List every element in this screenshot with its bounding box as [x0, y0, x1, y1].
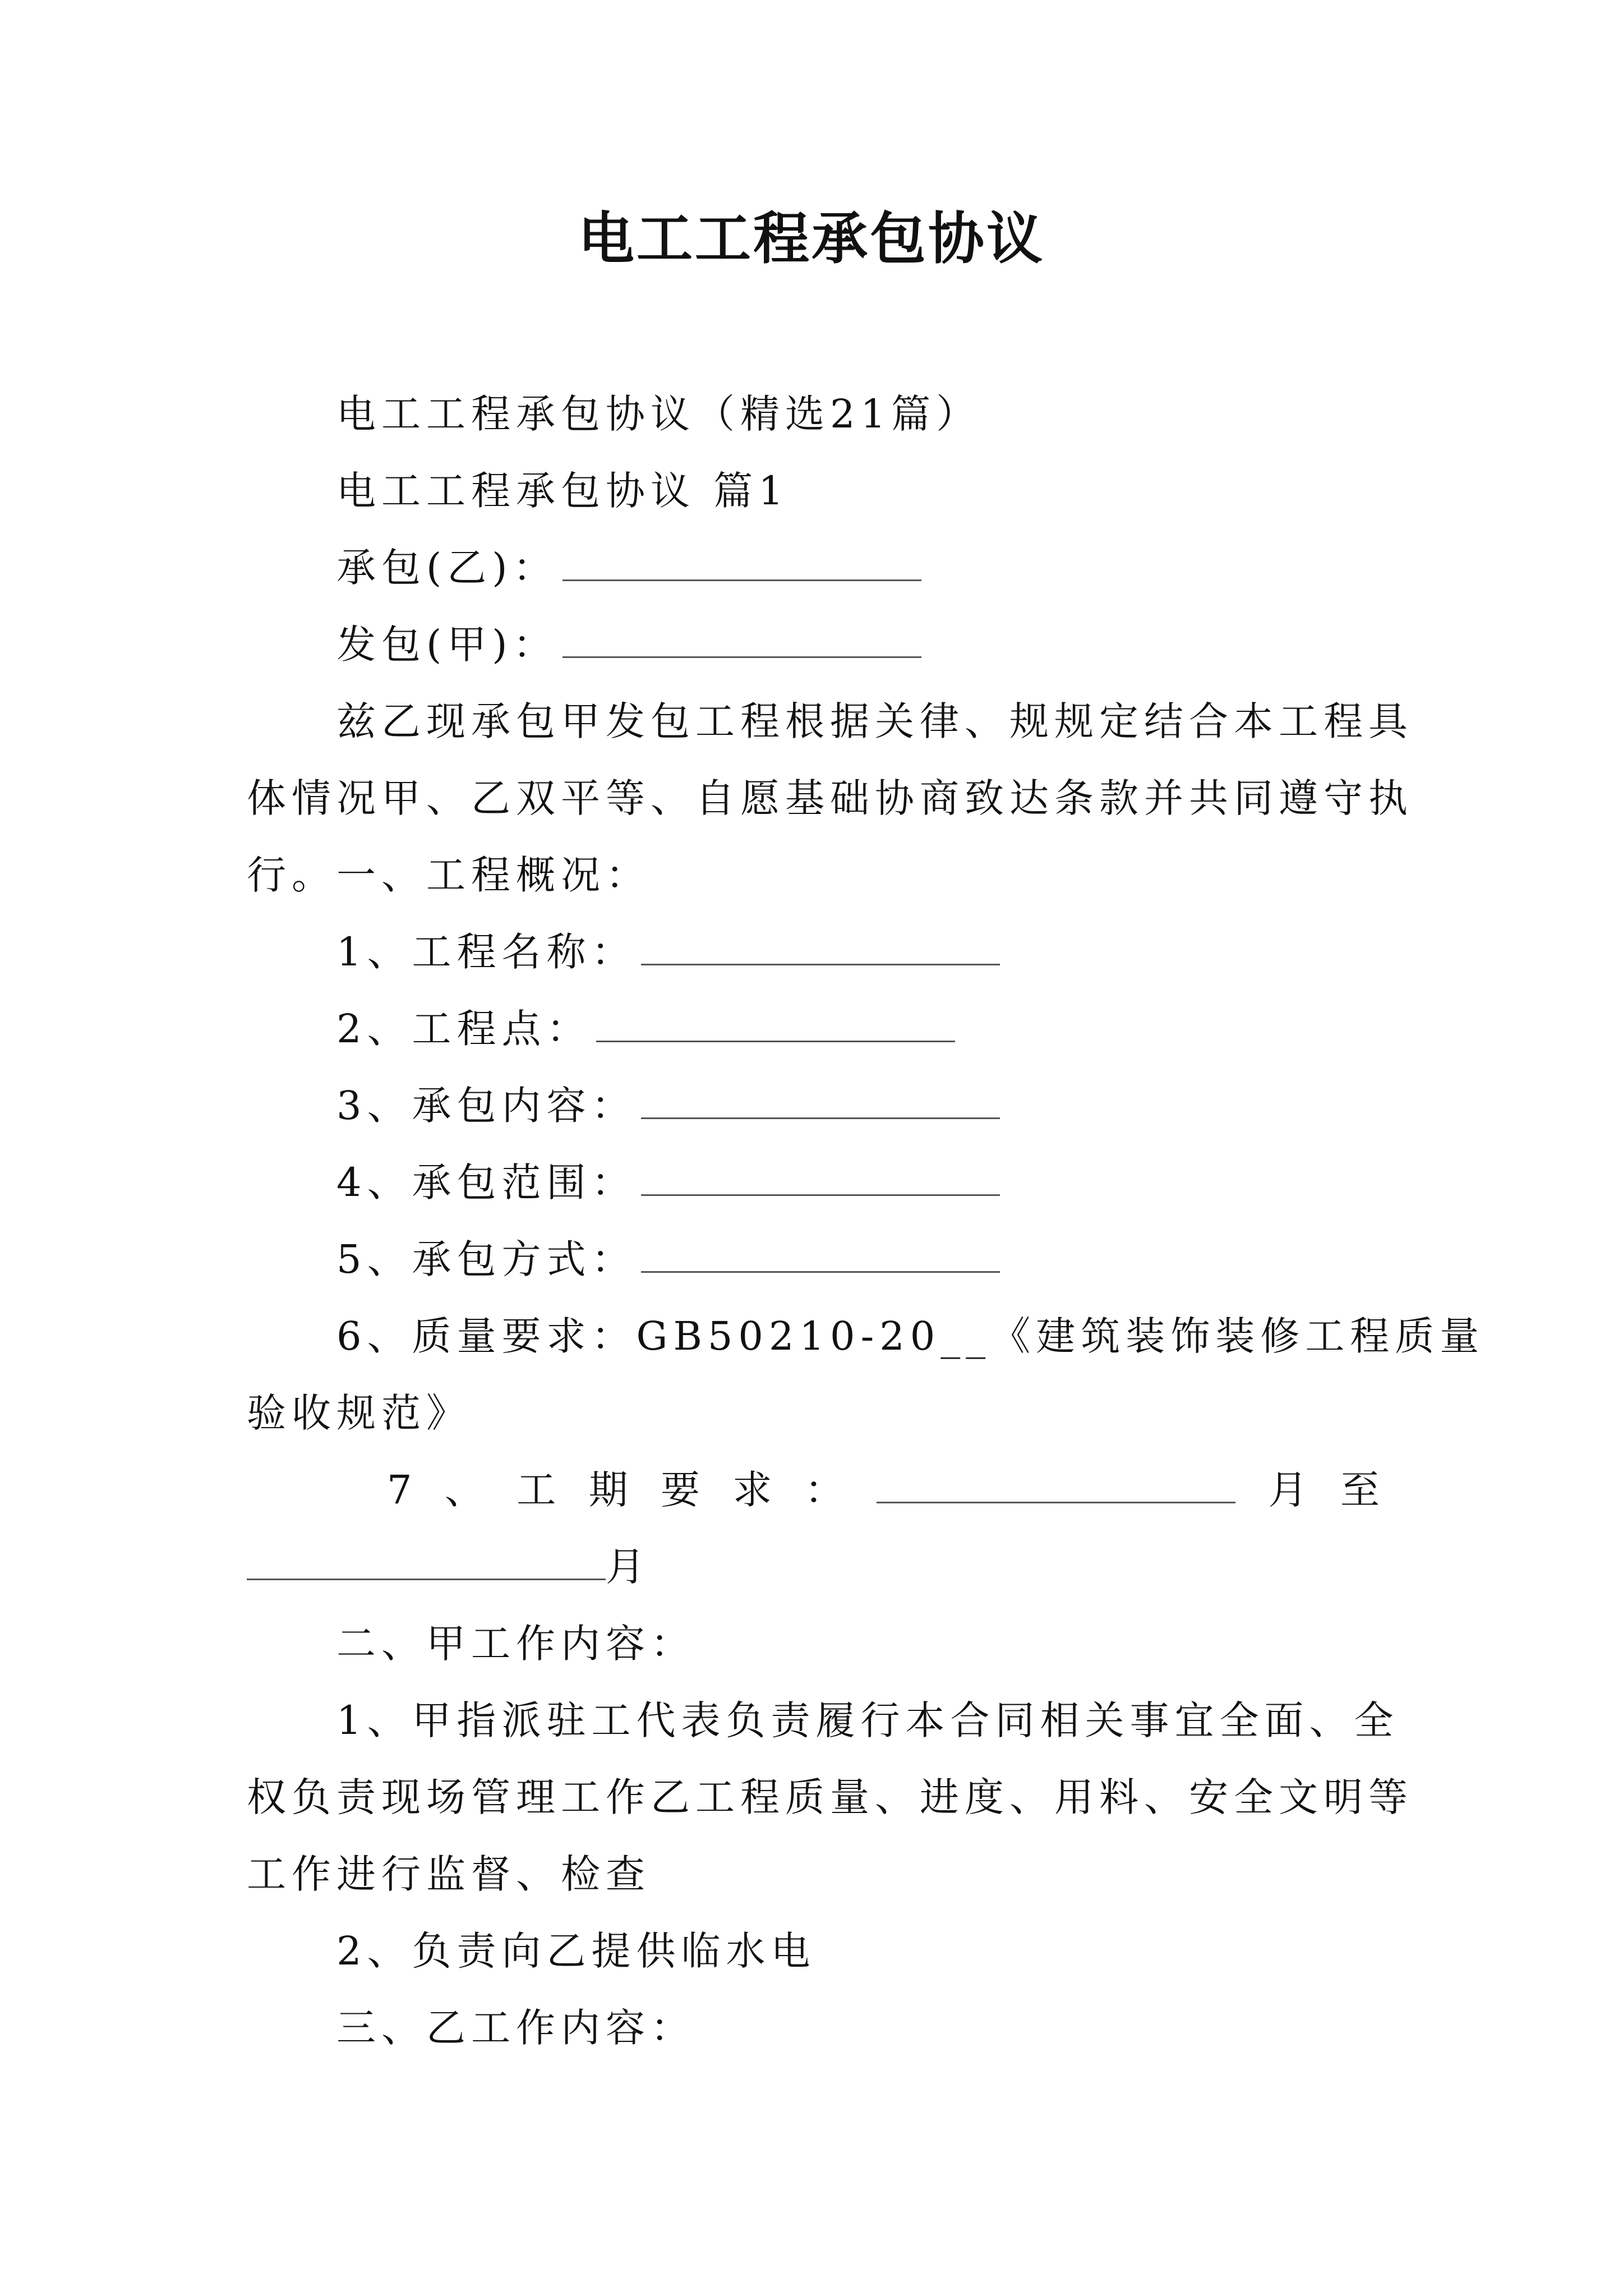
- employer-blank: [562, 622, 921, 658]
- item-5-row: [336, 1231, 1000, 1287]
- item-7-to: 至: [1340, 1467, 1380, 1513]
- item-2-blank: [596, 1006, 955, 1042]
- item-3-row: [336, 1078, 1000, 1134]
- contractor-row: [336, 540, 921, 596]
- contractor-label: 承包(乙)：: [336, 545, 558, 591]
- item-7-colon: ：: [804, 1467, 844, 1513]
- subtitle: 电工工程承包协议（精选21篇）: [336, 391, 981, 437]
- item-1-blank: [641, 929, 1000, 965]
- contractor-blank: [562, 545, 921, 581]
- item-7-start-blank: [877, 1467, 1235, 1503]
- item-4-blank: [641, 1159, 1000, 1196]
- section-2-item-1-line-2: 权负责现场管理工作乙工程质量、进度、用料、安全文明等: [247, 1774, 1413, 1820]
- item-6-line-1: 6、质量要求：GB50210-20__《建筑装饰装修工程质量: [336, 1313, 1485, 1359]
- item-3-label: 3、承包内容：: [336, 1083, 637, 1129]
- item-7-char-4: 求: [732, 1467, 772, 1513]
- intro-line-2: 体情况甲、乙双平等、自愿基础协商致达条款并共同遵守执: [247, 775, 1413, 821]
- employer-row: [336, 616, 921, 673]
- document-title: 电工工程承包协议: [578, 205, 1045, 272]
- item-7-end-blank: [247, 1544, 606, 1580]
- item-7-char-3: 要: [661, 1467, 700, 1513]
- item-5-label: 5、承包方式：: [336, 1236, 637, 1282]
- item-7-end-month: 月: [606, 1544, 651, 1590]
- section-2-item-2: 2、负责向乙提供临水电: [336, 1928, 816, 1974]
- item-2-label: 2、工程点：: [336, 1006, 592, 1052]
- item-1-label: 1、工程名称：: [336, 929, 637, 975]
- section-2-heading: 二、甲工作内容：: [336, 1621, 695, 1667]
- item-3-blank: [641, 1083, 1000, 1119]
- item-7-number: 7: [387, 1467, 412, 1513]
- part-heading: 电工工程承包协议 篇1: [336, 468, 789, 514]
- item-7-char-1: 工: [517, 1467, 556, 1513]
- item-2-row: [336, 1001, 955, 1057]
- item-6-line-2: 验收规范》: [247, 1390, 471, 1436]
- item-4-label: 4、承包范围：: [336, 1159, 637, 1205]
- item-7-row-2: [247, 1539, 651, 1595]
- item-1-row: [336, 924, 1000, 980]
- section-2-item-1-line-3: 工作进行监督、检查: [247, 1851, 651, 1897]
- item-4-row: [336, 1154, 1000, 1211]
- item-5-blank: [641, 1236, 1000, 1273]
- section-3-heading: 三、乙工作内容：: [336, 2005, 695, 2051]
- item-7-month: 月: [1268, 1467, 1308, 1513]
- item-7-char-2: 期: [588, 1467, 628, 1513]
- employer-label: 发包(甲)：: [336, 622, 558, 668]
- section-2-item-1-line-1: 1、甲指派驻工代表负责履行本合同相关事宜全面、全: [336, 1697, 1399, 1743]
- item-7-separator: 、: [444, 1467, 484, 1513]
- intro-line-3: 行。一、工程概况：: [247, 852, 651, 898]
- item-7-row: [387, 1462, 1380, 1518]
- intro-line-1: 兹乙现承包甲发包工程根据关律、规规定结合本工程具: [336, 698, 1413, 744]
